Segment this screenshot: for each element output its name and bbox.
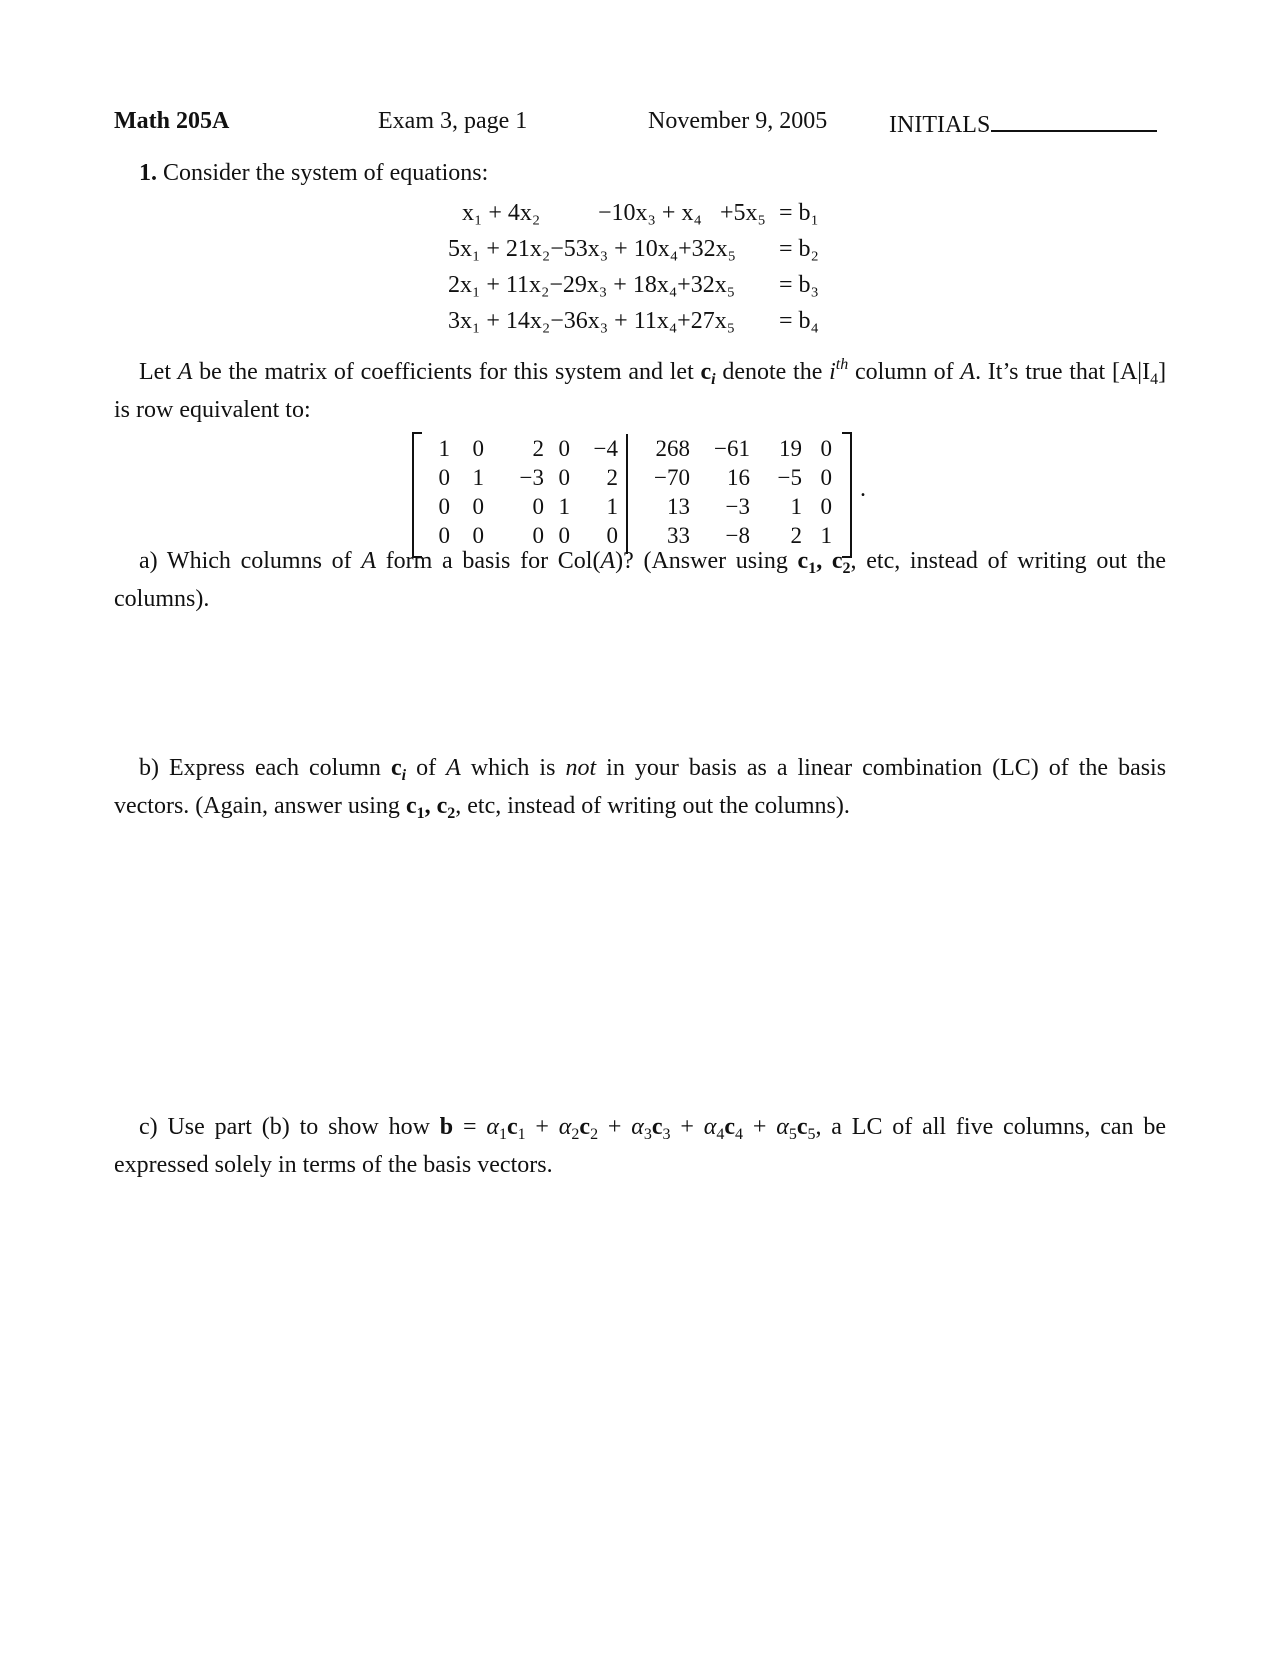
equation-term: 3x₁ + 14x₂−36x₃ + 11x₄+27x₅ xyxy=(448,308,736,334)
column-vector: $c_2$ xyxy=(436,793,456,822)
exam-label: Exam 3, page 1 xyxy=(378,108,528,134)
matrix-cell: 268 xyxy=(655,436,690,461)
text-run: b) Express each column xyxy=(139,755,381,781)
equation-rhs: = b₁ xyxy=(779,200,819,226)
text-run: which is xyxy=(470,755,556,781)
exam-date: November 9, 2005 xyxy=(648,108,828,134)
part-a xyxy=(114,546,1166,614)
matrix-cell: −61 xyxy=(714,436,750,461)
text-run: c) Use part (b) to show how xyxy=(139,1114,430,1140)
math-var: A xyxy=(600,548,616,574)
equation-rhs: = b₃ xyxy=(779,272,819,298)
part-b xyxy=(114,753,1166,829)
matrix-cell: −70 xyxy=(654,465,690,490)
matrix-cell: 1 xyxy=(820,523,832,548)
matrix-cell: 2 xyxy=(790,523,802,548)
matrix-cell: 0 xyxy=(820,494,832,519)
equation-rhs: = b₄ xyxy=(779,308,819,334)
matrix-cell: 0 xyxy=(438,494,450,519)
matrix-cell: 1 xyxy=(472,465,484,490)
problem-intro-text: Consider the system of equations: xyxy=(163,160,489,186)
matrix-cell: 0 xyxy=(472,523,484,548)
superscript-i: $i^{th}$ xyxy=(829,356,849,385)
matrix-cell: −3 xyxy=(519,465,544,490)
matrix-cell: 1 xyxy=(438,436,450,461)
matrix-cell: −3 xyxy=(725,494,750,519)
text-run: . It’s true that [A|I xyxy=(975,359,1151,385)
math-var: A xyxy=(361,548,376,574)
text-run: a) Which columns of xyxy=(139,548,352,574)
matrix-description: Let A be the matrix of coefficients for this system and let $c_i$ denote the $i^{th}$ column of A. It’s true that $[A|I_4]$ is row equivalent to: xyxy=(114,356,1167,423)
matrix-cell: 1 xyxy=(558,494,570,519)
matrix-row xyxy=(412,465,852,494)
text-run: )? (Answer using xyxy=(615,548,788,574)
course-title: Math 205A xyxy=(114,108,230,134)
matrix-cell: 0 xyxy=(472,436,484,461)
matrix-row xyxy=(412,436,852,465)
equation-rhs: = b₂ xyxy=(779,236,819,262)
column-vector: $c_2$ xyxy=(831,548,851,577)
matrix-cell: 0 xyxy=(820,436,832,461)
text-run: column of xyxy=(854,359,954,385)
initials-label: INITIALS xyxy=(889,112,991,138)
matrix-cell: 2 xyxy=(606,465,618,490)
matrix-cell: 0 xyxy=(820,465,832,490)
text-run: be the matrix of coefficients for this system and let xyxy=(199,359,694,385)
text-run: , a LC of all five columns, can be expressed solely in terms of the basis vectors. xyxy=(114,1114,1167,1178)
part-c xyxy=(114,1112,1166,1180)
matrix-cell: 2 xyxy=(532,436,544,461)
matrix-cell: −8 xyxy=(725,523,750,548)
matrix-cell: 0 xyxy=(558,523,570,548)
matrix-cell: 1 xyxy=(606,494,618,519)
equation-term: 2x₁ + 11x₂−29x₃ + 18x₄+32x₅ xyxy=(448,272,736,298)
matrix-cell: 19 xyxy=(779,436,802,461)
problem-intro xyxy=(139,160,488,187)
matrix-cell: 33 xyxy=(667,523,690,548)
text-run: , etc, instead of writing out the columns). xyxy=(455,793,850,819)
matrix-cell: 0 xyxy=(532,494,544,519)
matrix-cell: −5 xyxy=(777,465,802,490)
column-vector: $c_1$, xyxy=(405,793,431,822)
text-run: denote the xyxy=(722,359,823,385)
matrix-cell: 0 xyxy=(472,494,484,519)
text-run: in your basis as a linear combination (LC) of the basis vectors. (Again, answer using xyxy=(114,755,1167,819)
math-var: A xyxy=(960,359,976,385)
equation-term: +5x₅ xyxy=(720,200,766,226)
column-vector: $c_1$, xyxy=(797,548,823,577)
matrix-cell: −4 xyxy=(593,436,618,461)
equation-term: 5x₁ + 21x₂−53x₃ + 10x₄+32x₅ xyxy=(448,236,736,262)
initials-field[interactable] xyxy=(889,108,1157,139)
matrix-cell: 0 xyxy=(558,436,570,461)
lc-expression: $b = \alpha_1c_1 + \alpha_2c_2 + \alpha_3c_3 + \alpha_4c_4 + \alpha_5c_5$ xyxy=(439,1114,816,1143)
math-var: A xyxy=(177,359,193,385)
matrix-cell: 0 xyxy=(438,523,450,548)
matrix-cell: 0 xyxy=(532,523,544,548)
initials-blank-line[interactable] xyxy=(991,108,1157,132)
matrix-cell: 13 xyxy=(667,494,690,519)
matrix-cell: 0 xyxy=(558,465,570,490)
text-run: form a basis for Col( xyxy=(385,548,601,574)
matrix-period: . xyxy=(860,476,866,502)
matrix-row xyxy=(412,494,852,523)
equation-term: −10x₃ + x₄ xyxy=(598,200,702,226)
problem-number: 1. xyxy=(139,160,157,186)
text-run: ] is row equivalent to: xyxy=(114,359,1167,423)
column-vector: $c_i$ xyxy=(390,755,407,784)
math-var: A xyxy=(446,755,461,781)
column-vector: $c_i$ xyxy=(700,359,716,388)
equation-term: x₁ + 4x₂ xyxy=(462,200,541,226)
text-run: of xyxy=(416,755,437,781)
matrix-cell: 16 xyxy=(727,465,750,490)
text-run: Let xyxy=(139,359,171,385)
matrix-cell: 0 xyxy=(438,465,450,490)
matrix-cell: 0 xyxy=(606,523,618,548)
augmented-matrix xyxy=(412,432,852,556)
matrix-cell: 1 xyxy=(790,494,802,519)
text-run: , etc, instead of writing out the columns). xyxy=(114,548,1167,612)
emphasis-not: not xyxy=(565,755,597,781)
